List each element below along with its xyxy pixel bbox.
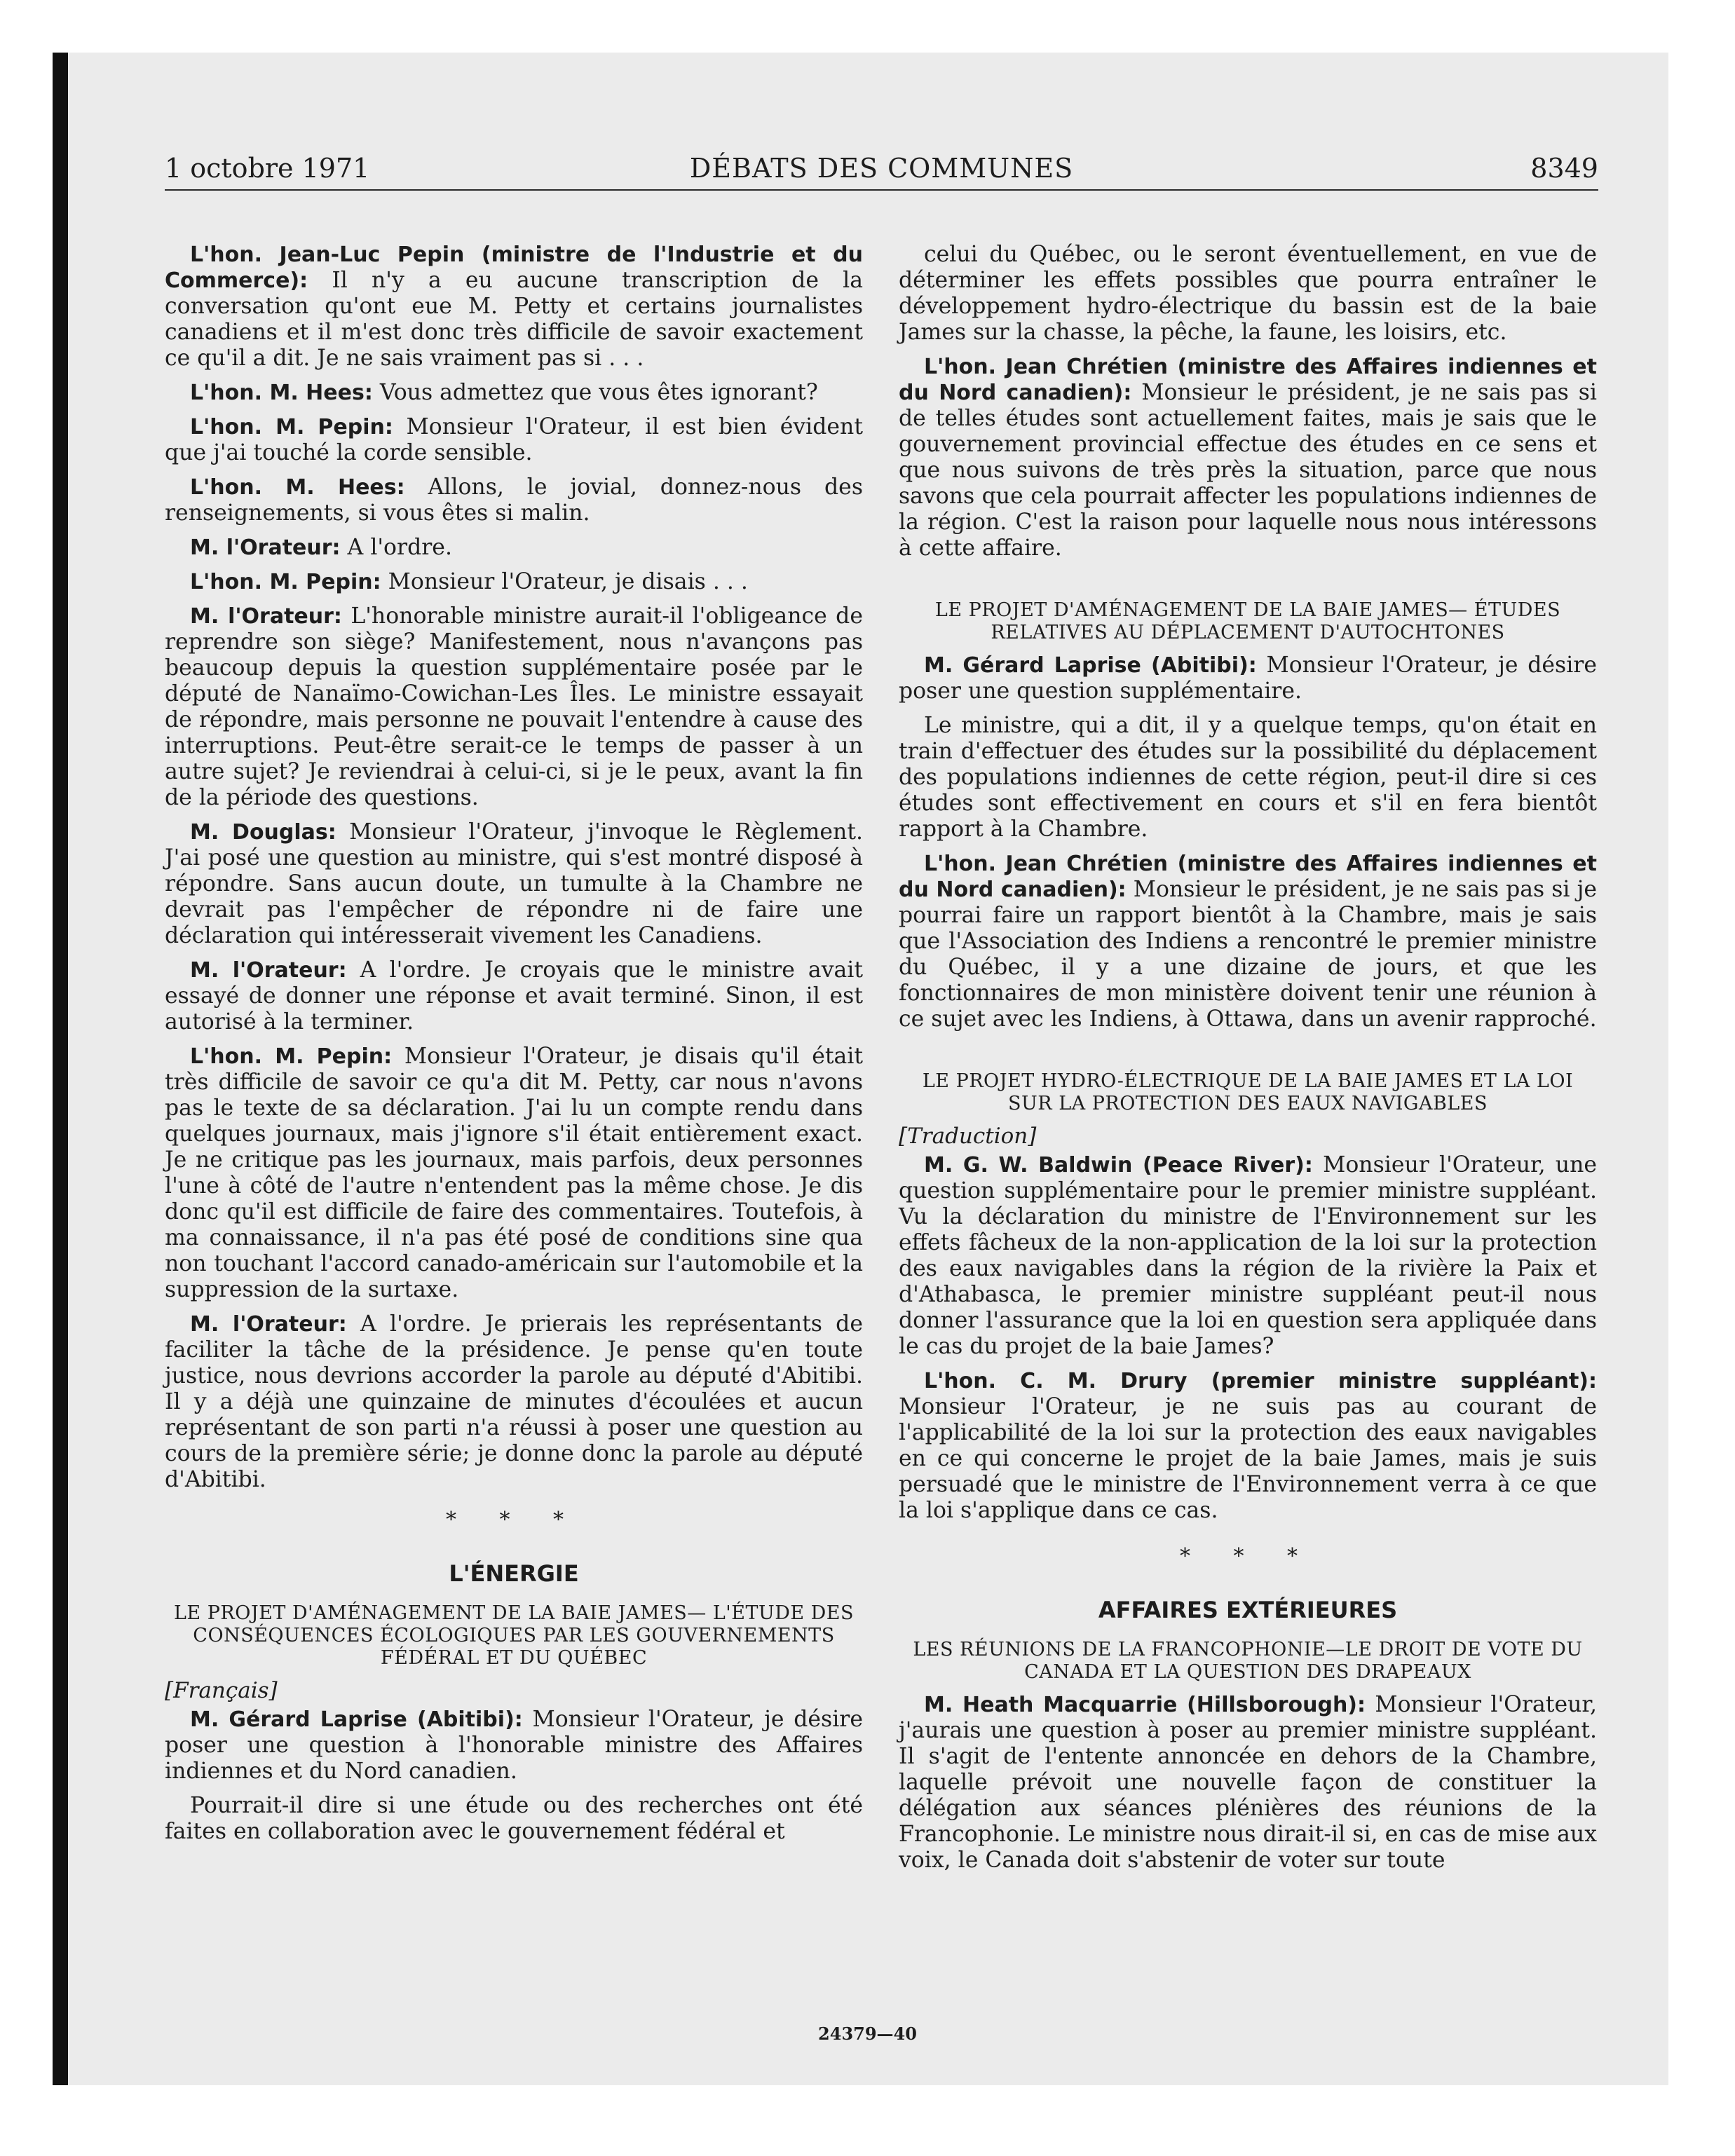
paragraph bbox=[165, 475, 863, 526]
right-paragraphs bbox=[899, 242, 1597, 561]
speaker-name: L'hon. M. Pepin: bbox=[190, 415, 393, 439]
speaker-name: L'hon. M. Pepin: bbox=[190, 570, 381, 594]
language-note: [Traduction] bbox=[899, 1124, 1037, 1149]
paragraph-text: Le ministre, qui a dit, il y a quelque temps, qu'on était en train d'effectuer des études sur la possibilité du déplacement des populations indiennes de cette région, peut-il dire si ces études sont effectivement en cours et s'il en fera bientôt rapport à la Chambre. bbox=[899, 713, 1597, 842]
paragraph-text: Monsieur l'Orateur, je disais qu'il était très difficile de savoir ce qu'a dit M. Petty, car nous n'avons pas le texte de sa déclaration. J'ai lu un compte rendu dans quelques journaux, mais j'ignore s'il était entièrement exact. Je ne critique pas les journaux, mais parfois, deux personnes l'une à côté de l'autre n'entendent pas la même chose. Je dis donc qu'il est difficile de faire des commentaires. Toutefois, à ma connaissance, il n'a pas été posé de conditions sine qua non touchant l'accord canado-américain sur l'automobile et la suppression de la surtaxe. bbox=[165, 1044, 864, 1302]
paragraph bbox=[165, 1707, 863, 1785]
paragraph-text: Allons, le jovial, donnez-nous des renseignements, si vous êtes si malin. bbox=[165, 475, 863, 526]
paragraph-text: Monsieur l'Orateur, je disais . . . bbox=[381, 569, 748, 594]
speaker-name: L'hon. Jean Chrétien (ministre des Affaires indiennes et du Nord canadien): bbox=[899, 355, 1597, 405]
paragraph bbox=[165, 957, 863, 1035]
right-paragraphs-3 bbox=[899, 1152, 1597, 1524]
left-column bbox=[165, 242, 863, 1853]
speaker-name: M. Gérard Laprise (Abitibi): bbox=[924, 653, 1257, 678]
section-separator: * * * bbox=[445, 1508, 583, 1532]
speaker-name: M. Gérard Laprise (Abitibi): bbox=[190, 1707, 523, 1732]
speaker-name: L'hon. Jean-Luc Pepin (ministre de l'Industrie et du Commerce): bbox=[165, 243, 863, 293]
paragraph-text: Monsieur l'Orateur, une question supplémentaire pour le premier ministre suppléant. Vu la déclaration du ministre de l'Environnement sur les effets fâcheux de la non-application de la loi sur la protection des eaux navigables dans la région de la rivière la Paix et d'Athabasca, le premier ministre suppléant peut-il nous donner l'assurance que la loi en question sera appliquée dans le cas du projet de la baie James? bbox=[899, 1152, 1597, 1359]
paragraph bbox=[165, 1311, 863, 1493]
paragraph bbox=[165, 603, 863, 811]
page-number: 8349 bbox=[1530, 153, 1598, 184]
paragraph bbox=[165, 1793, 863, 1845]
paragraph-text: A l'ordre. bbox=[340, 535, 452, 560]
speaker-name: L'hon. M. Hees: bbox=[190, 381, 373, 405]
speaker-name: M. l'Orateur: bbox=[190, 604, 342, 629]
paragraph bbox=[899, 1368, 1597, 1524]
speaker-name: L'hon. C. M. Drury (premier ministre suppléant): bbox=[924, 1369, 1597, 1393]
subheading: LE PROJET D'AMÉNAGEMENT DE LA BAIE JAMES— L'ÉTUDE DES CONSÉQUENCES ÉCOLOGIQUES PAR LES GOUVERNEMENTS FÉDÉRAL ET DU QUÉBEC bbox=[174, 1602, 854, 1669]
left-paragraphs bbox=[165, 242, 863, 1493]
speaker-name: L'hon. Jean Chrétien (ministre des Affaires indiennes et du Nord canadien): bbox=[899, 852, 1597, 902]
speaker-name: M. Douglas: bbox=[190, 820, 336, 845]
running-header bbox=[165, 153, 1598, 191]
paragraph-text: Monsieur le président, je ne sais pas si je pourrai faire un rapport bientôt à la Chambre, mais je sais que l'Association des Indiens a rencontré le premier ministre du Québec, il y a une dizaine de jours, et que les fonctionnaires de mon ministère doivent tenir une réunion à ce sujet avec les Indiens, à Ottawa, dans un avenir rapproché. bbox=[899, 877, 1597, 1032]
right-column bbox=[899, 242, 1597, 1882]
printer-code: 24379—40 bbox=[818, 2024, 917, 2044]
header-date: 1 octobre 1971 bbox=[165, 153, 370, 184]
left-paragraphs-after bbox=[165, 1707, 863, 1845]
speaker-name: L'hon. M. Hees: bbox=[190, 475, 405, 500]
subheading: LE PROJET HYDRO-ÉLECTRIQUE DE LA BAIE JAMES ET LA LOI SUR LA PROTECTION DES EAUX NAVIGABLES bbox=[922, 1070, 1574, 1114]
paragraph-text: Vous admettez que vous êtes ignorant? bbox=[372, 380, 818, 405]
paragraph bbox=[899, 1692, 1597, 1874]
paragraph bbox=[165, 569, 863, 595]
speaker-name: M. Heath Macquarrie (Hillsborough): bbox=[924, 1693, 1366, 1717]
paragraph bbox=[165, 380, 863, 406]
paragraph-text: A l'ordre. Je prierais les représentants de faciliter la tâche de la présidence. Je pense qu'en toute justice, nous devrions accorder la parole au député d'Abitibi. Il y a déjà une quinzaine de minutes d'écoulées et aucun représentant de son parti n'a réussi à poser une question au cours de la première série; je donne donc la parole au député d'Abitibi. bbox=[165, 1311, 863, 1492]
paragraph-text: Il n'y a eu aucune transcription de la conversation qu'ont eue M. Petty et certains journalistes canadiens et il m'est donc très difficile de savoir exactement ce qu'il a dit. Je ne sais vraiment pas si . . . bbox=[165, 268, 863, 371]
paragraph bbox=[165, 819, 863, 949]
right-paragraphs-2 bbox=[899, 653, 1597, 1032]
paragraph bbox=[899, 653, 1597, 704]
speaker-name: M. l'Orateur: bbox=[190, 1312, 347, 1337]
paragraph bbox=[165, 414, 863, 466]
speaker-name: M. l'Orateur: bbox=[190, 958, 347, 983]
paragraph-text: Monsieur l'Orateur, je désire poser une question à l'honorable ministre des Affaires indiennes et du Nord canadien. bbox=[165, 1707, 863, 1784]
language-note: [Français] bbox=[165, 1678, 278, 1703]
paragraph bbox=[165, 535, 863, 561]
paragraph-text: celui du Québec, ou le seront éventuellement, en vue de déterminer les effets possibles que pourra entraîner le développement hydro-électrique du bassin est de la baie James sur la chasse, la pêche, la faune, les loisirs, etc. bbox=[899, 242, 1597, 345]
section-title: AFFAIRES EXTÉRIEURES bbox=[1098, 1597, 1398, 1623]
subheading: LE PROJET D'AMÉNAGEMENT DE LA BAIE JAMES— ÉTUDES RELATIVES AU DÉPLACEMENT D'AUTOCHTONES bbox=[934, 599, 1561, 643]
paragraph-text: Pourrait-il dire si une étude ou des recherches ont été faites en collaboration avec le gouvernement fédéral et bbox=[165, 1793, 863, 1844]
paragraph-text: Monsieur l'Orateur, je ne suis pas au courant de l'applicabilité de la loi sur la protection des eaux navigables en ce qui concerne le projet de la baie James, mais je suis persuadé que le ministre de l'Environnement verra à ce que la loi s'applique dans ce cas. bbox=[899, 1394, 1597, 1523]
header-title: DÉBATS DES COMMUNES bbox=[689, 153, 1074, 184]
right-paragraphs-4 bbox=[899, 1692, 1597, 1874]
section-title: L'ÉNERGIE bbox=[449, 1560, 579, 1587]
paragraph bbox=[899, 713, 1597, 842]
paragraph-text: Monsieur l'Orateur, j'invoque le Règlement. J'ai posé une question au ministre, qui s'est montré disposé à répondre. Sans aucun doute, un tumulte à la Chambre ne devrait pas l'empêcher de répondre ni de faire une déclaration qui intéresserait vivement les Canadiens. bbox=[165, 819, 863, 948]
paragraph bbox=[899, 851, 1597, 1032]
scan-border bbox=[53, 53, 68, 2085]
subheading: LES RÉUNIONS DE LA FRANCOPHONIE—LE DROIT DE VOTE DU CANADA ET LA QUESTION DES DRAPEAUX bbox=[913, 1639, 1583, 1683]
paragraph-text: Monsieur l'Orateur, j'aurais une question à poser au premier ministre suppléant. Il s'agit de l'entente annoncée en dehors de la Chambre, laquelle prévoit une nouvelle façon de constituer la délégation aux séances plénières des réunions de la Francophonie. Le ministre nous dirait-il si, en cas de mise aux voix, le Canada doit s'abstenir de voter sur toute bbox=[899, 1692, 1597, 1873]
paragraph-text: L'honorable ministre aurait-il l'obligeance de reprendre son siège? Manifestement, nous n'avançons pas beaucoup depuis la question supplémentaire posée par le député de Nanaïmo-Cowichan-Les Îles. Le ministre essayait de répondre, mais personne ne pouvait l'entendre à cause des interruptions. Peut-être serait-ce le temps de passer à un autre sujet? Je reviendrai à celui-ci, si je le peux, avant la fin de la période des questions. bbox=[165, 603, 863, 810]
paragraph-text: Monsieur l'Orateur, il est bien évident que j'ai touché la corde sensible. bbox=[165, 414, 863, 465]
speaker-name: L'hon. M. Pepin: bbox=[190, 1044, 393, 1069]
paragraph bbox=[165, 242, 863, 371]
paragraph-text: Monsieur le président, je ne sais pas si de telles études sont actuellement faites, mais je sais que le gouvernement provincial effectue des études en ce sens et que nous suivons de très près la situation, parce que nous savons que cela pourrait affecter les populations indiennes de la région. C'est la raison pour laquelle nous nous intéressons à cette affaire. bbox=[899, 380, 1598, 561]
paragraph-text: Monsieur l'Orateur, je désire poser une question supplémentaire. bbox=[899, 653, 1597, 704]
paragraph bbox=[899, 354, 1597, 561]
paragraph-text: A l'ordre. Je croyais que le ministre avait essayé de donner une réponse et avait terminé. Sinon, il est autorisé à la terminer. bbox=[165, 957, 864, 1035]
paragraph bbox=[899, 1152, 1597, 1360]
section-separator: * * * bbox=[1179, 1544, 1316, 1569]
paragraph bbox=[165, 1044, 863, 1303]
paragraph bbox=[899, 242, 1597, 346]
speaker-name: M. l'Orateur: bbox=[190, 535, 341, 560]
speaker-name: M. G. W. Baldwin (Peace River): bbox=[924, 1153, 1313, 1178]
